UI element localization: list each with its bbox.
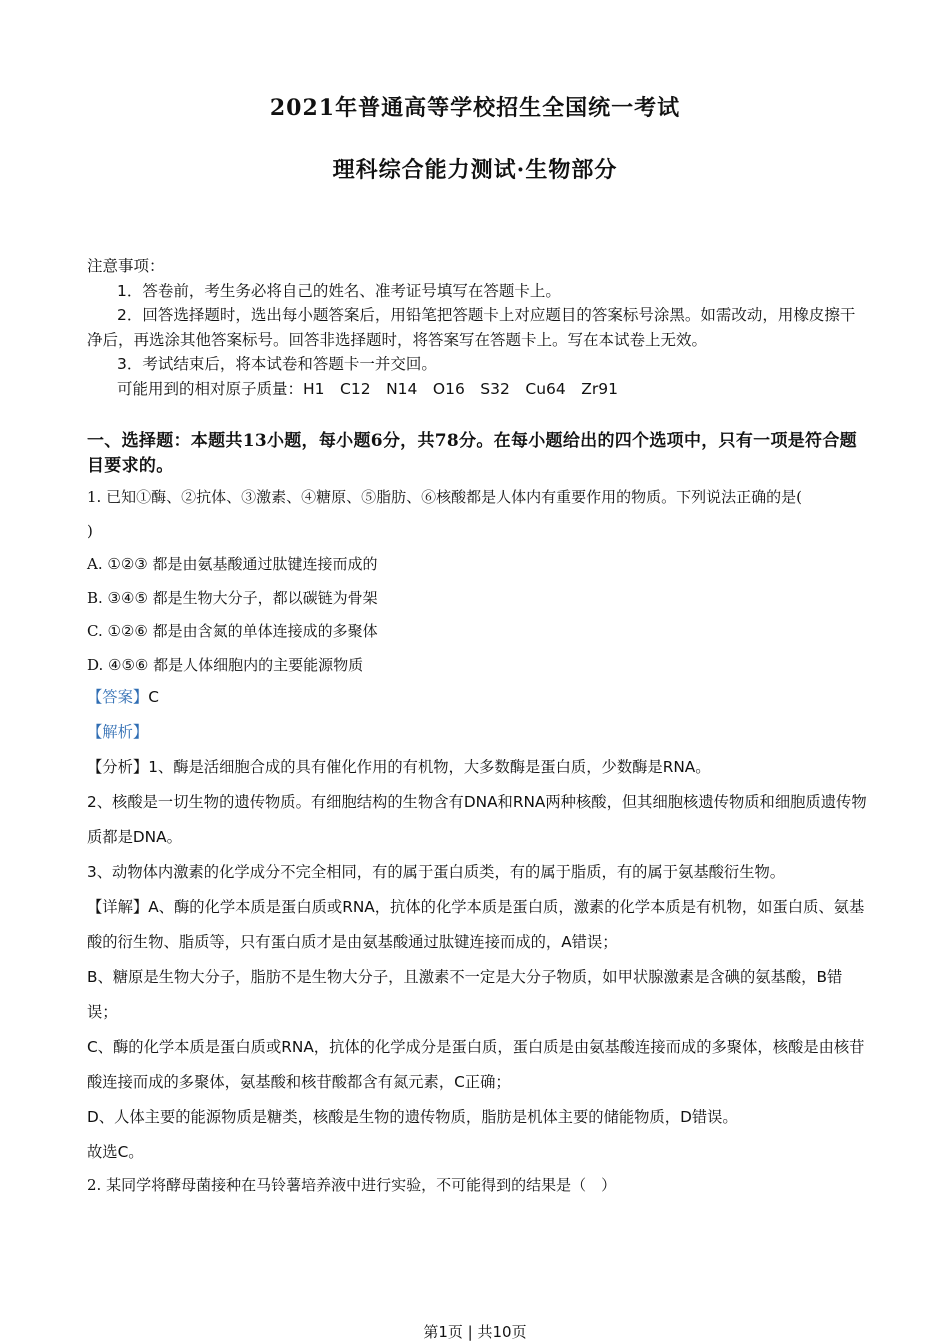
note-item: 1．答卷前，考生务必将自己的姓名、准考证号填写在答题卡上。 [117, 281, 561, 300]
section-heading: 一、选择题：本题共13小题，每小题6分，共78分。在每小题给出的四个选项中，只有一项是符合题目要求的。 [87, 431, 857, 476]
atomic-mass-line: 可能用到的相对原子质量：H1 C12 N14 O16 S32 Cu64 Zr91 [117, 379, 618, 398]
note-item: 3．考试结束后，将本试卷和答题卡一并交回。 [117, 355, 437, 374]
exam-title: 2021年普通高等学校招生全国统一考试 [269, 95, 681, 121]
explanation-line: 故选C。 [87, 1143, 144, 1161]
option-c: C. ①②⑥ 都是由含氮的单体连接成的多聚体 [87, 622, 378, 640]
option-d: D. ④⑤⑥ 都是人体细胞内的主要能源物质 [87, 655, 364, 674]
analysis-tag: 【解析】 [87, 723, 149, 741]
explanation-section [87, 680, 867, 1170]
answer-tag: 【答案】 [87, 688, 149, 706]
question-stem: 1. 已知①酶、②抗体、③激素、④糖原、⑤脂肪、⑥核酸都是人体内有重要作用的物质。下列说法正确的是( [87, 488, 802, 506]
answer-line [87, 680, 867, 715]
explanation-line: 【详解】A、酶的化学本质是蛋白质或RNA，抗体的化学本质是蛋白质，激素的化学本质是有机物，如蛋白质、氨基酸的衍生物、脂质等，只有蛋白质才是由氨基酸通过肽键连接而成的，A错误； [87, 898, 865, 951]
question-stem: 2. 某同学将酵母菌接种在马铃薯培养液中进行实验，不可能得到的结果是（ ） [87, 1176, 617, 1194]
explanation-line: C、酶的化学本质是蛋白质或RNA，抗体的化学成分是蛋白质，蛋白质是由氨基酸连接而成的多聚体，核酸是由核苷酸连接而成的多聚体，氨基酸和核苷酸都含有氮元素，C正确； [87, 1038, 865, 1091]
question-stem-cont: ) [87, 521, 93, 540]
notes-label: 注意事项： [87, 257, 165, 275]
explanation-line: B、糖原是生物大分子，脂肪不是生物大分子，且激素不一定是大分子物质，如甲状腺激素是含碘的氨基酸，B错误； [87, 968, 843, 1021]
explanation-line: 【分析】1、酶是活细胞合成的具有催化作用的有机物，大多数酶是蛋白质，少数酶是RNA。 [87, 758, 711, 776]
answer-value: C [148, 688, 159, 706]
option-b: B. ③④⑤ 都是生物大分子，都以碳链为骨架 [87, 588, 378, 607]
option-a: A. ①②③ 都是由氨基酸通过肽键连接而成的 [87, 555, 378, 573]
page-footer: 第1页 | 共10页 [423, 1323, 527, 1341]
question-2 [87, 1169, 867, 1202]
notes-section [87, 254, 867, 402]
question-1 [87, 481, 867, 682]
explanation-line: 2、核酸是一切生物的遗传物质。有细胞结构的生物含有DNA和RNA两种核酸，但其细胞核遗传物质和细胞质遗传物质都是DNA。 [87, 793, 867, 846]
explanation-line: D、人体主要的能源物质是糖类，核酸是生物的遗传物质，脂肪是机体主要的储能物质，D错误。 [87, 1108, 738, 1126]
exam-subtitle: 理科综合能力测试·生物部分 [332, 157, 618, 183]
note-item: 2．回答选择题时，选出每小题答案后，用铅笔把答题卡上对应题目的答案标号涂黑。如需改动，用橡皮擦干净后，再选涂其他答案标号。回答非选择题时，将答案写在答题卡上。写在本试卷上无效。 [87, 306, 856, 349]
explanation-line: 3、动物体内激素的化学成分不完全相同，有的属于蛋白质类，有的属于脂质，有的属于氨基酸衍生物。 [87, 863, 786, 881]
